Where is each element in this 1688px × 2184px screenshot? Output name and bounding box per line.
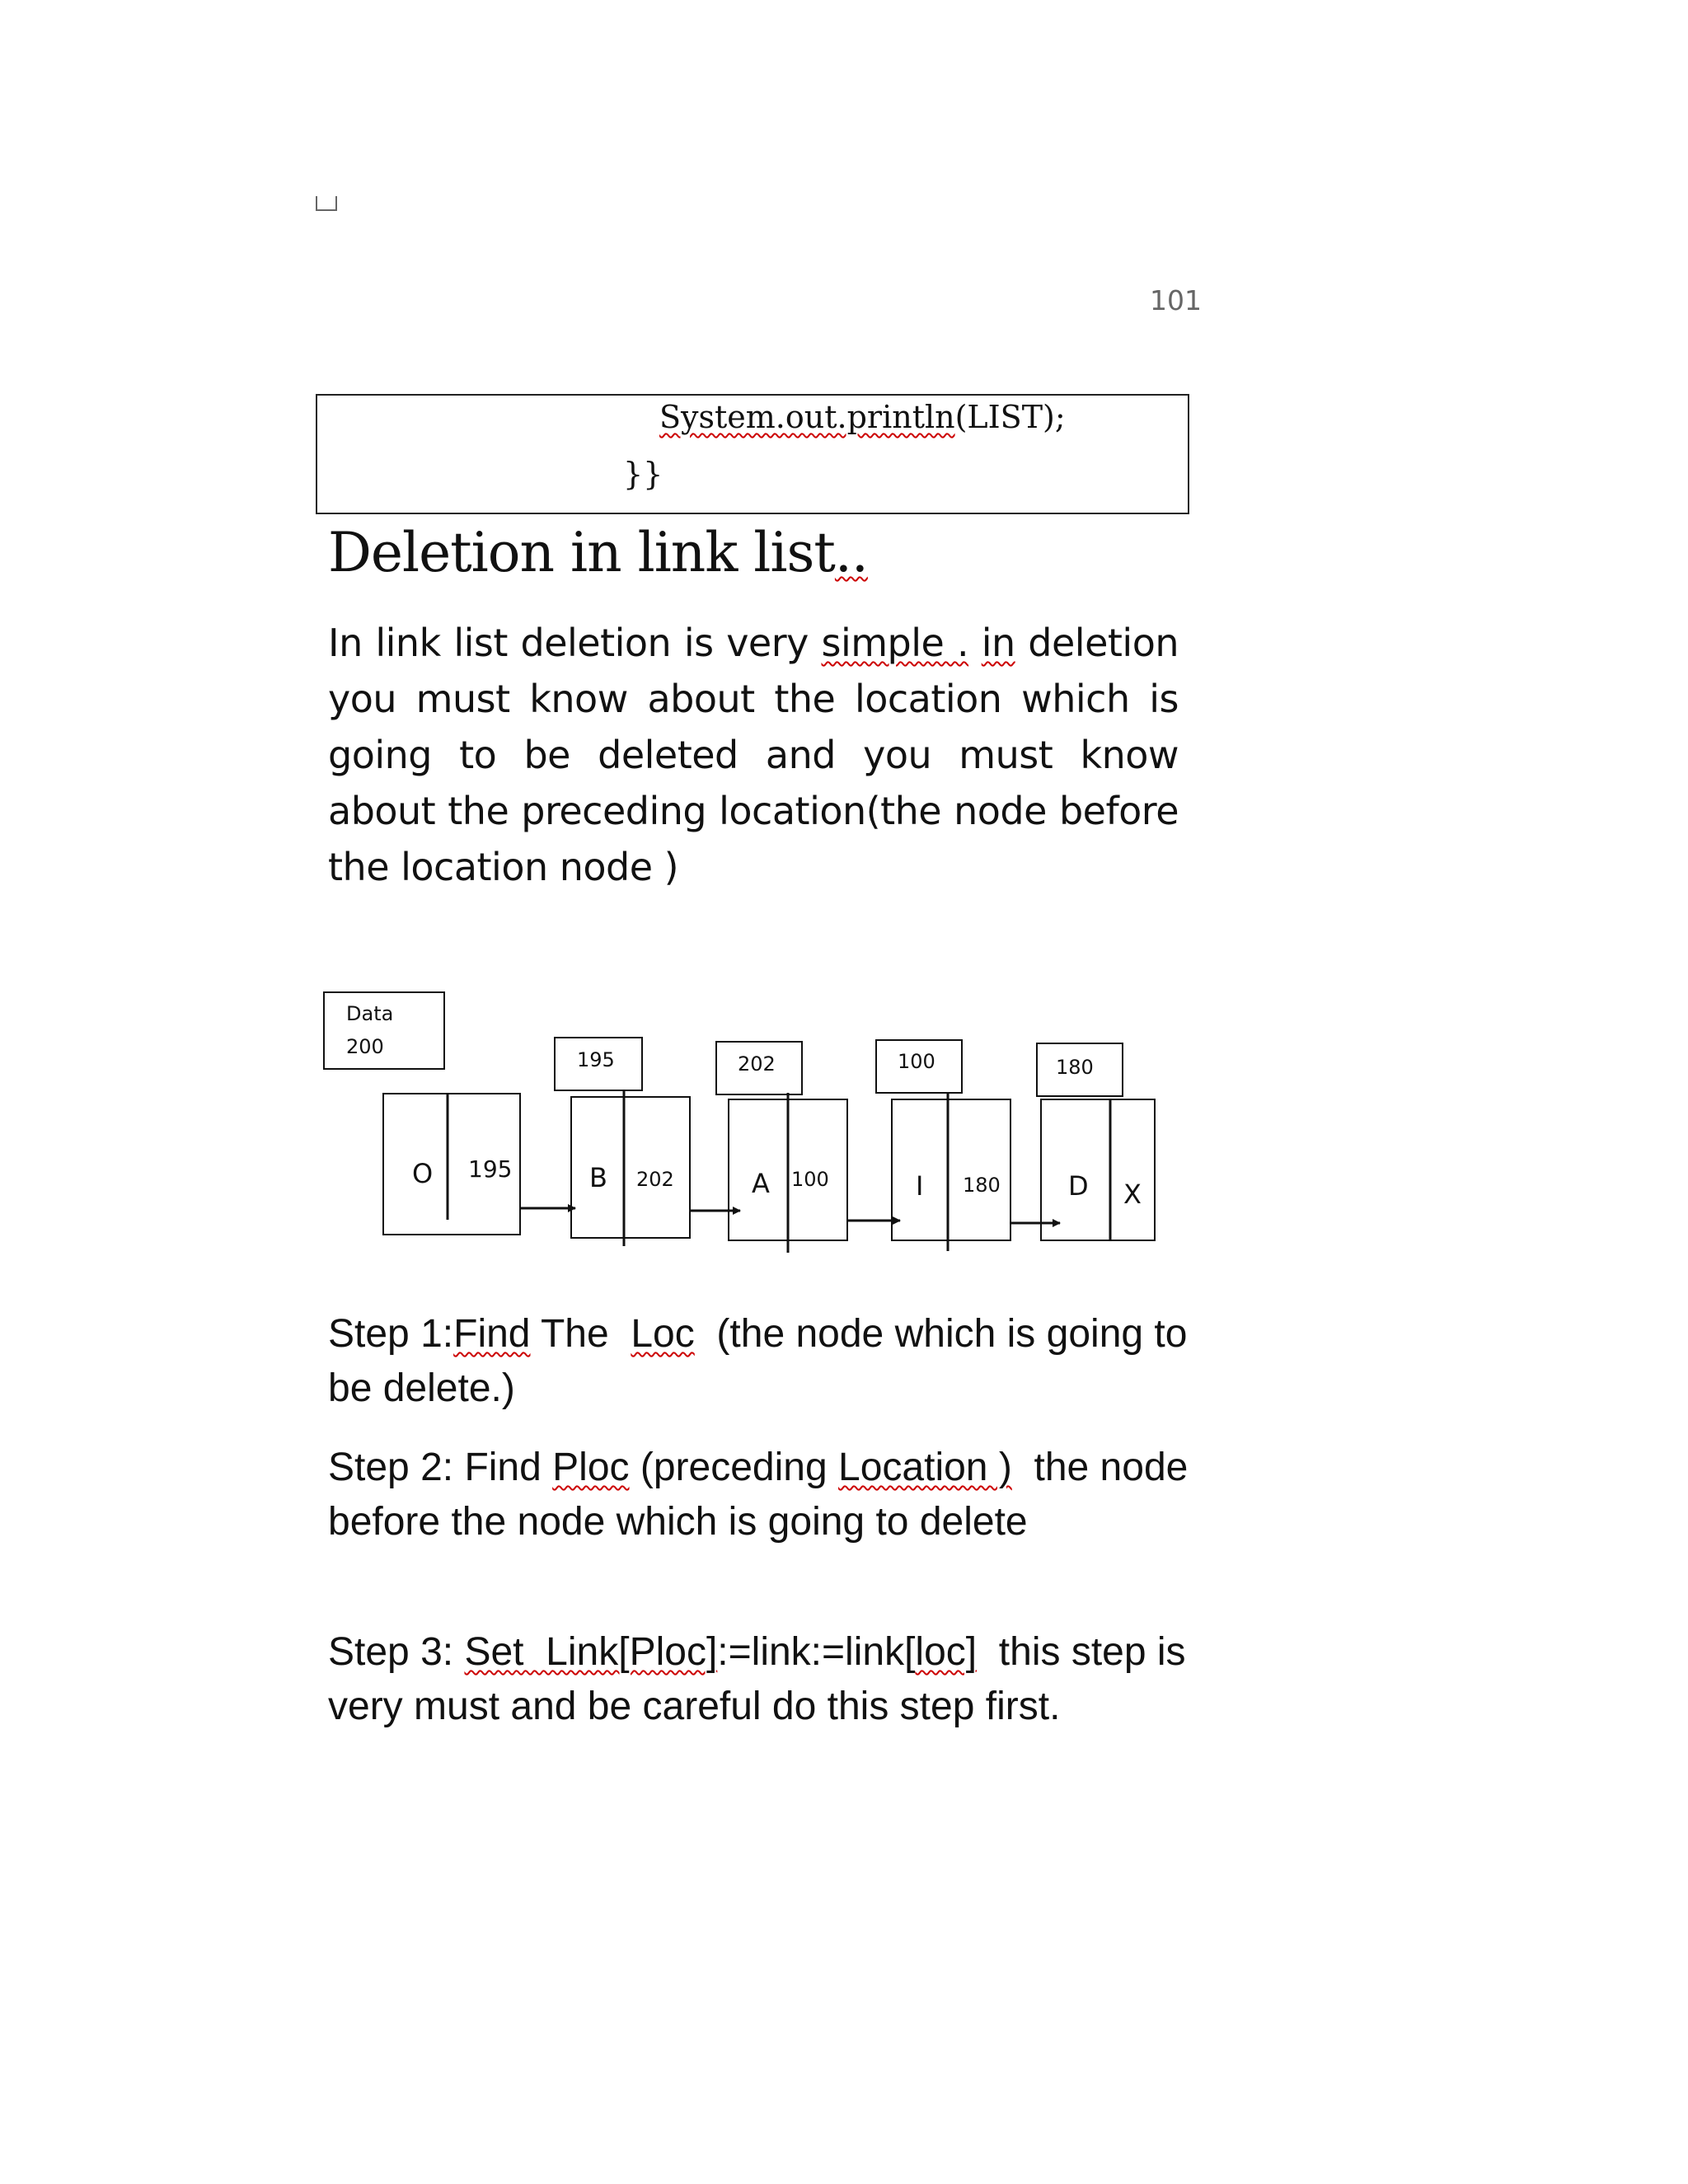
code-arg: (LIST); <box>954 399 1066 435</box>
step-1-prefix: Step 1 <box>328 1312 443 1356</box>
node-1-info: O <box>412 1158 434 1189</box>
node-3-link: 100 <box>791 1168 829 1191</box>
heading-trailing: .. <box>834 521 868 584</box>
step-3 <box>328 1625 1202 1734</box>
step-2-ploc: Ploc <box>552 1446 630 1489</box>
page-number: 101 <box>1150 284 1202 316</box>
step-1-mid: The <box>530 1312 631 1356</box>
step-1-rest: (the node which is going to be delete.) <box>328 1312 1198 1410</box>
start-data-label: Data <box>346 1002 394 1025</box>
step-3-mid: :=link:=link[ <box>717 1630 916 1674</box>
step-2-rest: the node before the node which is going to delete <box>328 1446 1199 1544</box>
address-label-3: 100 <box>898 1050 935 1073</box>
node-5-info: D <box>1068 1170 1089 1202</box>
step-2 <box>328 1441 1202 1549</box>
step-1-find: Find <box>453 1312 531 1356</box>
step-3-loc: loc] <box>915 1630 978 1674</box>
start-data-value: 200 <box>346 1035 384 1058</box>
address-label-4: 180 <box>1056 1056 1094 1079</box>
step-3-set: Set Link[Ploc] <box>464 1630 718 1674</box>
para-simple: simple . <box>821 621 969 665</box>
para-in: in <box>981 621 1015 665</box>
code-method: System.out.println <box>659 399 955 435</box>
heading-text: Deletion in link list <box>328 521 835 584</box>
node-4-info: I <box>916 1170 924 1202</box>
node-2-link: 202 <box>636 1168 674 1191</box>
node-3-info: A <box>752 1168 770 1199</box>
step-1-colon: : <box>442 1312 454 1356</box>
step-1 <box>328 1307 1202 1416</box>
step-3-prefix: Step 3: <box>328 1630 465 1674</box>
step-3-rest: this step is very must and be careful do this step first. <box>328 1630 1197 1728</box>
para-part1: In link list deletion is very <box>328 621 822 665</box>
step-2-prefix: Step 2: Find <box>328 1446 553 1489</box>
address-label-1: 195 <box>577 1048 615 1071</box>
para-part2: deletion you must know about the location which is going to be deleted and you must know about the preceding location(the node before the location node ) <box>328 621 1179 889</box>
step-1-loc: Loc <box>631 1312 695 1356</box>
node-5-link: X <box>1123 1179 1142 1210</box>
node-1-link: 195 <box>468 1155 513 1183</box>
step-2-location: Location ) <box>838 1446 1012 1489</box>
node-4-link: 180 <box>963 1174 1001 1197</box>
step-2-mid: (preceding <box>629 1446 839 1489</box>
node-2-info: B <box>589 1162 607 1193</box>
code-line-braces: }} <box>623 456 663 492</box>
address-label-2: 202 <box>738 1052 776 1076</box>
